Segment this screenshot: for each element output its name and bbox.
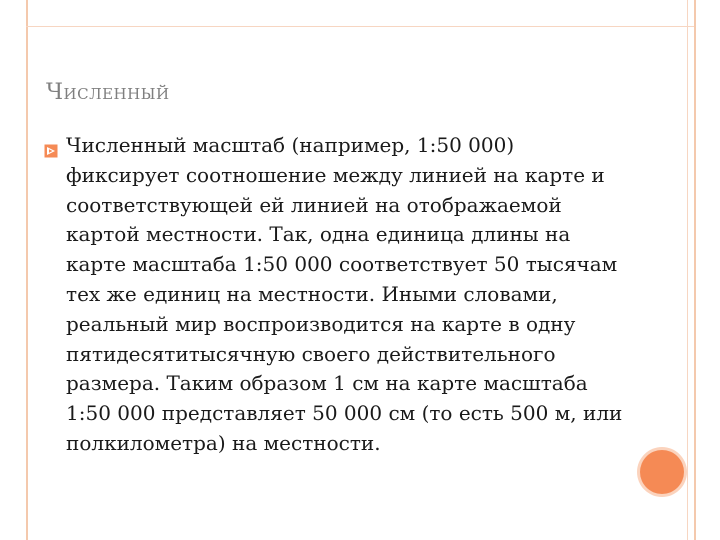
frame-right-inner-line xyxy=(687,0,688,540)
frame-right-outer-line xyxy=(694,0,696,540)
orange-box-bullet-icon xyxy=(44,144,58,158)
frame-left-line xyxy=(26,0,28,540)
decorative-circle xyxy=(640,450,684,494)
frame-top-line xyxy=(26,26,696,27)
slide-title: Численный xyxy=(46,80,170,105)
body-text: Численный масштаб (например, 1:50 000) фиксирует соотношение между линией на карте и соответствующей ей линией на отображаемой картой местности. Так, одна единица длины на карте масштаба 1:50 000 соответствует 50 тысячам тех же единиц на местности. Иными словами, реальный мир воспроизводится на карте в одну пятидесятитысячную своего действительного размера. Таким образом 1 см на карте масштаба 1:50 000 представляет 50 000 см (то есть 500 м, или полкилометра) на местности. xyxy=(66,133,623,455)
